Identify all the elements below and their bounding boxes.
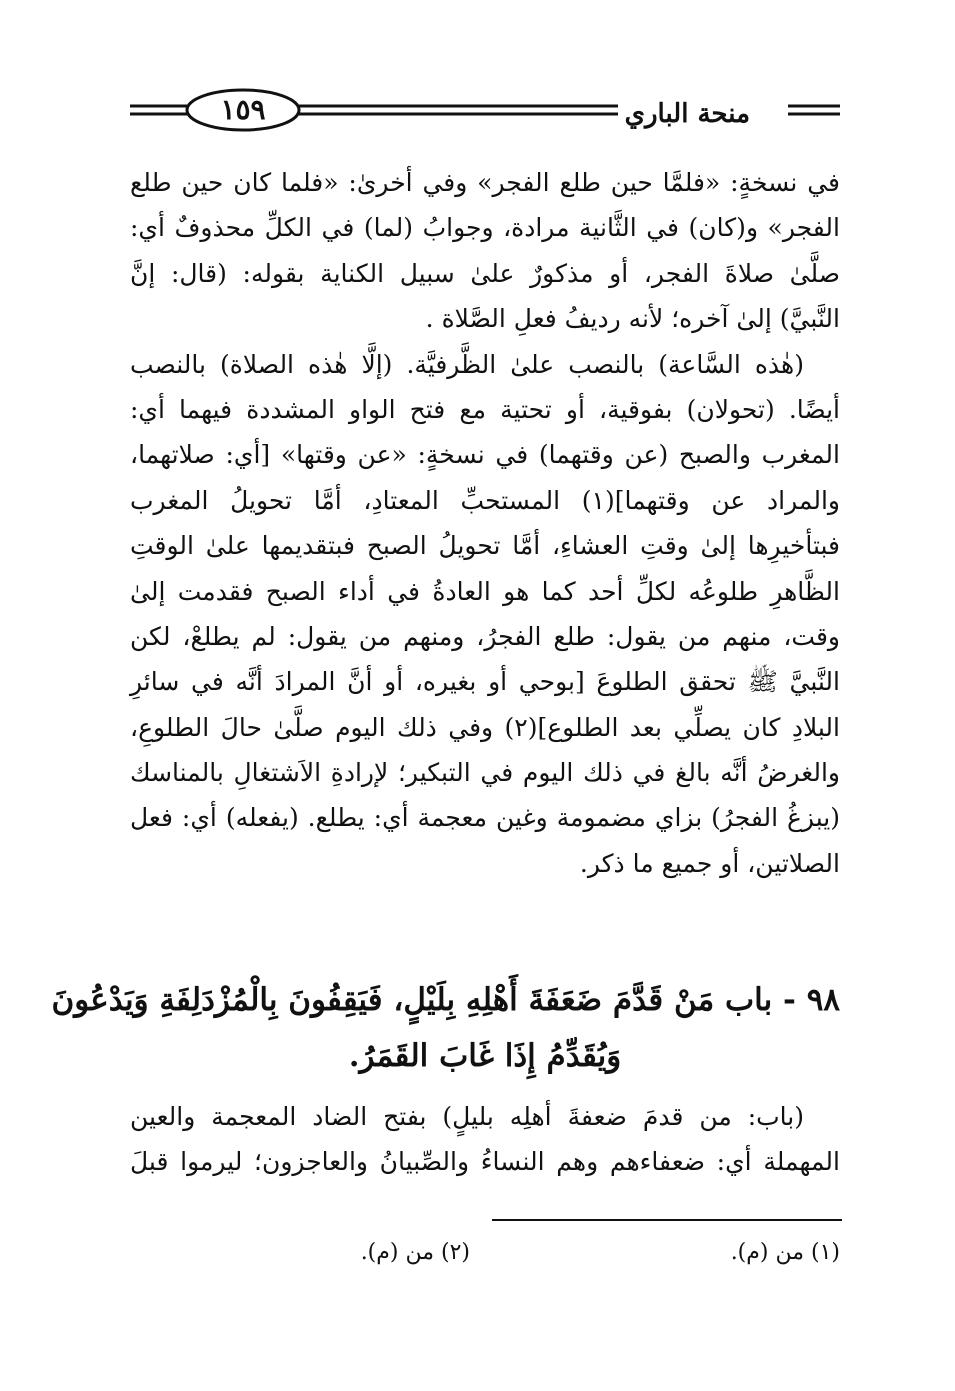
footnotes [130, 1236, 840, 1270]
paragraph-1 [130, 160, 840, 342]
footnote-separator [492, 1219, 842, 1221]
text-line: الصلاتين، أو جميع ما ذكر. [579, 848, 840, 878]
paragraph-3 [130, 1094, 840, 1185]
footnote-2: (٢) من (م). [360, 1240, 470, 1265]
chapter-heading [51, 972, 840, 1084]
text-line: البلادِ كان يصلِّي بعد الطلوع](٢) وفي ذلك اليوم صلَّىٰ حالَ الطلوعِ، [130, 712, 840, 742]
text-line: النَّبيَّ ﷺ تحقق الطلوعَ [بوحي أو بغيره، أو أنَّ المرادَ أنَّه في سائرِ [130, 667, 840, 697]
running-title: منحة الباري [624, 99, 750, 129]
text-line: (باب: من قدمَ ضعفةَ أهلِه بليلٍ) بفتح الضاد المعجمة والعين [130, 1102, 804, 1131]
text-line: والمراد عن وقتهما](١) المستحبِّ المعتادِ، أمَّا تحويلُ المغرب [130, 485, 840, 515]
text-line: المهملة أي: ضعفاءهم وهم النساءُ والصِّبيانُ والعاجزون؛ ليرموا قبلَ [130, 1147, 840, 1177]
text-line: الفجر» و(كان) في الثَّانية مرادة، وجوابُ (لما) في الكلِّ محذوفٌ أي: [130, 213, 840, 243]
text-line: في نسخةٍ: «فلمَّا حين طلع الفجر» وفي أخرىٰ: «فلما كان حين طلع [130, 168, 840, 197]
text-line: أيضًا. (تحولان) بفوقية، أو تحتية مع فتح الواو المشددة فيهما أي: [130, 394, 840, 424]
text-line: وقت، منهم من يقول: طلع الفجرُ، ومنهم من يقول: لم يطلعْ، لكن [130, 621, 840, 651]
footnote-1: (١) من (م). [730, 1240, 840, 1265]
paragraph-2 [130, 342, 840, 887]
chapter-heading-line: ٩٨ - باب مَنْ قَدَّمَ ضَعَفَةَ أَهْلِهِ بِلَيْلٍ، فَيَقِفُونَ بِالْمُزْدَلِفَةِ وَيَدْعُونَ [51, 982, 840, 1018]
chapter-heading-line: وَيُقَدِّمُ إِذَا غَابَ القَمَرُ. [348, 1038, 622, 1074]
page-header [130, 82, 840, 142]
commentary-text [130, 160, 840, 886]
text-line: والغرضُ أنَّه بالغ في ذلك اليوم في التبكير؛ لإرادةِ الاَشتغالِ بالمناسك [130, 758, 840, 788]
text-line: (يبزغُ الفجرُ) بزاي مضمومة وغين معجمة أي: يطلع. (يفعله) أي: فعل [130, 803, 840, 833]
text-line: النَّبيَّ) إلىٰ آخره؛ لأنه رديفُ فعلِ الصَّلاة . [425, 304, 840, 334]
text-line: صلَّىٰ صلاةَ الفجر، أو مذكورٌ علىٰ سبيل الكناية بقوله: (قال: إنَّ [130, 258, 840, 288]
text-line: (هٰذه السَّاعة) بالنصب علىٰ الظَّرفيَّة. (إلَّا هٰذه الصلاة) بالنصب [130, 349, 804, 379]
page-number: ١٥٩ [220, 93, 266, 126]
text-line: فبتأخيرِها إلىٰ وقتِ العشاءِ، أمَّا تحويلُ الصبح فبتقديمها علىٰ الوقتِ [130, 531, 840, 561]
text-line: الظَّاهرِ طلوعُه لكلِّ أحد كما هو العادةُ في أداء الصبح فقدمت إلىٰ [130, 576, 840, 606]
text-line: المغرب والصبح (عن وقتهما) في نسخةٍ: «عن وقتها» [أي: صلاتهما، [130, 440, 840, 470]
